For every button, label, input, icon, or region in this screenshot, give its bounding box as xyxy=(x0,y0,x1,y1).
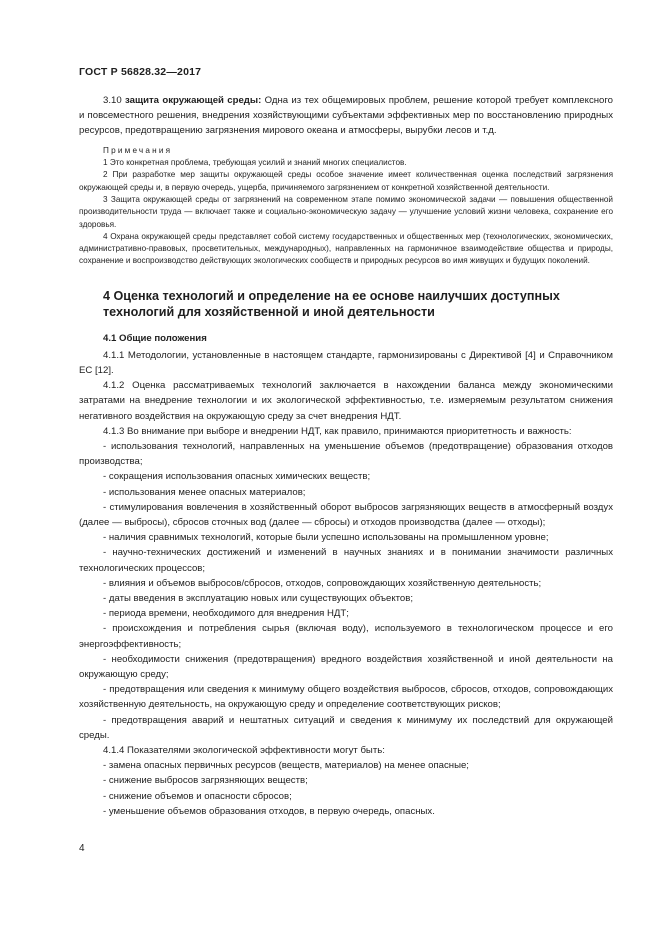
paragraph-4-1-2: 4.1.2 Оценка рассматриваемых технологий заключается в нахождении баланса между экономическими затратами на внедрение технологии и их экологической эффективностью, т.е. измеряемым результатом снижения негативного воздействия на окружающую среду за счет внедрения НДТ. xyxy=(79,380,613,422)
list-item: - наличия сравнимых технологий, которые были успешно использованы на промышленном уровне; xyxy=(103,532,549,544)
list-item: - научно-технических достижений и изменений в научных знаниях и в понимании значимости различных технологических процессов; xyxy=(79,547,613,574)
page-content xyxy=(79,93,613,819)
list-item: - предотвращения аварий и нештатных ситуаций и сведения к минимуму их последствий для окружающей среды. xyxy=(79,714,613,741)
list-item: - даты введения в эксплуатацию новых или существующих объектов; xyxy=(103,593,414,605)
paragraph-4-1-4: 4.1.4 Показателями экологической эффективности могут быть: xyxy=(103,745,385,757)
list-item: - сокращения использования опасных химических веществ; xyxy=(103,471,371,483)
list-item: - замена опасных первичных ресурсов (веществ, материалов) на менее опасные; xyxy=(103,760,469,772)
page-number: 4 xyxy=(79,843,85,854)
list-item: - происхождения и потребления сырья (включая воду), используемого в технологическом процессе и его энергоэффективность; xyxy=(79,623,613,650)
definition-number: 3.10 xyxy=(103,95,125,106)
note-item: 4 Охрана окружающей среды представляет собой систему государственных и общественных мер (технологических, экономических, административно-правовых, просветительных, международных), направленных на гармоничное взаимодействие общества и природы, сохранение и воспроизводство действующих экологических сообществ и природных ресурсов во имя живущих и будущих поколений. xyxy=(79,231,613,266)
list-item: - влияния и объемов выбросов/сбросов, отходов, сопровождающих хозяйственную деятельность; xyxy=(103,577,542,589)
notes-block xyxy=(79,145,613,268)
section-4-heading: 4 Оценка технологий и определение на ее основе наилучших доступных технологий для хозяйственной и иной деятельности xyxy=(103,288,560,320)
list-item: - снижение выбросов загрязняющих веществ; xyxy=(103,775,308,787)
subsection-4-1-heading: 4.1 Общие положения xyxy=(103,332,207,344)
note-item: 1 Это конкретная проблема, требующая усилий и знаний многих специалистов. xyxy=(103,158,407,168)
paragraph-4-1-1: 4.1.1 Методологии, установленные в настоящем стандарте, гармонизированы с Директивой [4] и Справочником ЕС [12]. xyxy=(79,349,613,376)
note-item: 2 При разработке мер защиты окружающей среды особое значение имеет количественная оценка последствий загрязнения окружающей среды и, в первую очередь, ущерба, причиняемого загрязнением от конкретной хозяйственной деятельности. xyxy=(79,170,613,192)
list-item: - использования технологий, направленных на уменьшение объемов (предотвращение) образования отходов производства; xyxy=(79,441,613,468)
document-header-code: ГОСТ Р 56828.32—2017 xyxy=(79,66,202,78)
list-item: - снижение объемов и опасности сбросов; xyxy=(103,790,292,802)
definition-text: Одна из тех общемировых проблем, решение которой требует комплексного и повсеместного решения, внедрения хозяйствующими субъектами эффективных мер по восстановлению природных ресурсов, предотвращению загрязнения мирового океана и атмосферы, вырубки лесов и т.д. xyxy=(79,95,613,137)
notes-title: Примечания xyxy=(103,145,173,155)
note-item: 3 Защита окружающей среды от загрязнений на современном этапе помимо экономической задачи — повышения общественной производительности труда — включает также и социально-экономическую задачу — улучшение условий жизни человека, сохранение его здоровья. xyxy=(79,195,613,229)
paragraph-4-1-3: 4.1.3 Во внимание при выборе и внедрении НДТ, как правило, принимаются приоритетность и важность: xyxy=(103,425,572,437)
list-item: - периода времени, необходимого для внедрения НДТ; xyxy=(103,608,349,620)
definition-term: защита окружающей среды: xyxy=(125,95,262,106)
list-item: - необходимости снижения (предотвращения) вредного воздействия хозяйственной и иной деятельности на окружающую среду; xyxy=(79,653,613,681)
list-item: - предотвращения или сведения к минимуму общего воздействия выбросов, сбросов, отходов, сопровождающих хозяйственную деятельность, на окружающую среду и определение соответствующих рисков; xyxy=(79,684,613,711)
list-item: - уменьшение объемов образования отходов, в первую очередь, опасных. xyxy=(103,805,435,817)
list-item: - стимулирования вовлечения в хозяйственный оборот выбросов загрязняющих веществ в атмосферный воздух (далее — выбросы), сбросов сточных вод (далее — сбросы) и отходов производства (далее — отходы); xyxy=(79,501,613,529)
definition-3-10 xyxy=(79,93,613,139)
list-item: - использования менее опасных материалов; xyxy=(103,486,306,498)
